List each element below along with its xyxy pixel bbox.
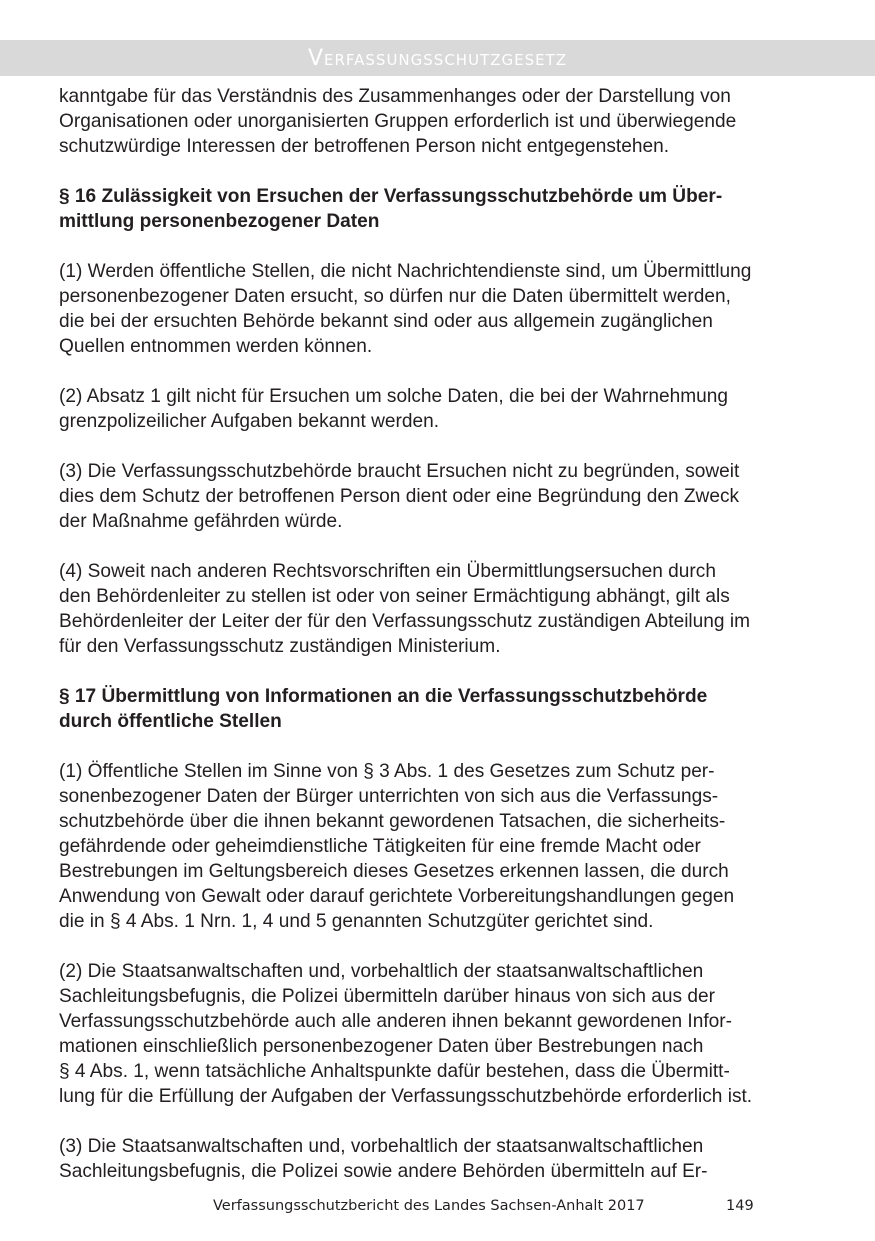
paragraph	[59, 559, 819, 659]
text-line: dies dem Schutz der betroffenen Person dient oder eine Begründung den Zweck	[59, 486, 740, 507]
footer-publication-title: Verfassungsschutzbericht des Landes Sachsen-Anhalt 2017	[213, 1198, 645, 1214]
paragraph	[59, 259, 819, 359]
text-line: § 16 Zulässigkeit von Ersuchen der Verfassungsschutzbehörde um Über-	[59, 186, 723, 207]
text-line: Sachleitungsbefugnis, die Polizei sowie andere Behörden übermitteln auf Er-	[59, 1161, 708, 1182]
text-line: (1) Werden öffentliche Stellen, die nicht Nachrichtendienste sind, um Übermittlung	[59, 261, 752, 282]
text-line: Quellen entnommen werden können.	[59, 336, 373, 357]
text-line: schutzbehörde über die ihnen bekannt gewordenen Tatsachen, die sicherheits-	[59, 811, 726, 832]
text-line: § 4 Abs. 1, wenn tatsächliche Anhaltspunkte dafür bestehen, dass die Übermitt-	[59, 1061, 730, 1082]
text-line: (3) Die Verfassungsschutzbehörde braucht Ersuchen nicht zu begründen, soweit	[59, 461, 740, 482]
text-line: personenbezogener Daten ersucht, so dürfen nur die Daten übermittelt werden,	[59, 286, 731, 307]
paragraph	[59, 959, 819, 1109]
text-line: der Maßnahme gefährden würde.	[59, 511, 343, 532]
text-line: (3) Die Staatsanwaltschaften und, vorbehaltlich der staatsanwaltschaftlichen	[59, 1136, 704, 1157]
text-line: lung für die Erfüllung der Aufgaben der Verfassungsschutzbehörde erforderlich ist.	[59, 1086, 753, 1107]
text-line: Bestrebungen im Geltungsbereich dieses Gesetzes erkennen lassen, die durch	[59, 861, 729, 882]
text-line: schutzwürdige Interessen der betroffenen Person nicht entgegenstehen.	[59, 136, 669, 157]
text-line: (1) Öffentliche Stellen im Sinne von § 3 Abs. 1 des Gesetzes zum Schutz per-	[59, 761, 715, 782]
text-line: § 17 Übermittlung von Informationen an die Verfassungsschutzbehörde	[59, 686, 708, 707]
paragraph	[59, 759, 819, 934]
paragraph	[59, 84, 819, 159]
text-line: (4) Soweit nach anderen Rechtsvorschriften ein Übermittlungsersuchen durch	[59, 561, 716, 582]
text-line: die bei der ersuchten Behörde bekannt sind oder aus allgemein zugänglichen	[59, 311, 713, 332]
text-line: für den Verfassungsschutz zuständigen Ministerium.	[59, 636, 501, 657]
text-line: die in § 4 Abs. 1 Nrn. 1, 4 und 5 genannten Schutzgüter gerichtet sind.	[59, 911, 654, 932]
text-line: mationen einschließlich personenbezogener Daten über Bestrebungen nach	[59, 1036, 704, 1057]
text-line: (2) Die Staatsanwaltschaften und, vorbehaltlich der staatsanwaltschaftlichen	[59, 961, 704, 982]
paragraph	[59, 459, 819, 534]
text-line: gefährdende oder geheimdienstliche Tätigkeiten für eine fremde Macht oder	[59, 836, 701, 857]
text-line: kanntgabe für das Verständnis des Zusammenhanges oder der Darstellung von	[59, 86, 731, 107]
section-heading	[59, 684, 819, 734]
text-line: (2) Absatz 1 gilt nicht für Ersuchen um solche Daten, die bei der Wahrnehmung	[59, 386, 728, 407]
text-line: mittlung personenbezogener Daten	[59, 211, 380, 232]
paragraph	[59, 1134, 819, 1184]
page-body	[59, 84, 819, 1209]
page-number: 149	[726, 1198, 754, 1214]
paragraph	[59, 384, 819, 434]
text-line: Verfassungsschutzbehörde auch alle anderen ihnen bekannt gewordenen Infor-	[59, 1011, 732, 1032]
text-line: Anwendung von Gewalt oder darauf gerichtete Vorbereitungshandlungen gegen	[59, 886, 735, 907]
text-line: den Behördenleiter zu stellen ist oder von seiner Ermächtigung abhängt, gilt als	[59, 586, 730, 607]
running-header-title: Verfassungsschutzgesetz	[307, 46, 568, 71]
text-line: durch öffentliche Stellen	[59, 711, 282, 732]
text-line: Organisationen oder unorganisierten Gruppen erforderlich ist und überwiegende	[59, 111, 737, 132]
text-line: sonenbezogener Daten der Bürger unterrichten von sich aus die Verfassungs-	[59, 786, 719, 807]
text-line: Behördenleiter der Leiter der für den Verfassungsschutz zuständigen Abteilung im	[59, 611, 750, 632]
text-line: Sachleitungsbefugnis, die Polizei übermitteln darüber hinaus von sich aus der	[59, 986, 715, 1007]
section-heading	[59, 184, 819, 234]
text-line: grenzpolizeilicher Aufgaben bekannt werden.	[59, 411, 440, 432]
